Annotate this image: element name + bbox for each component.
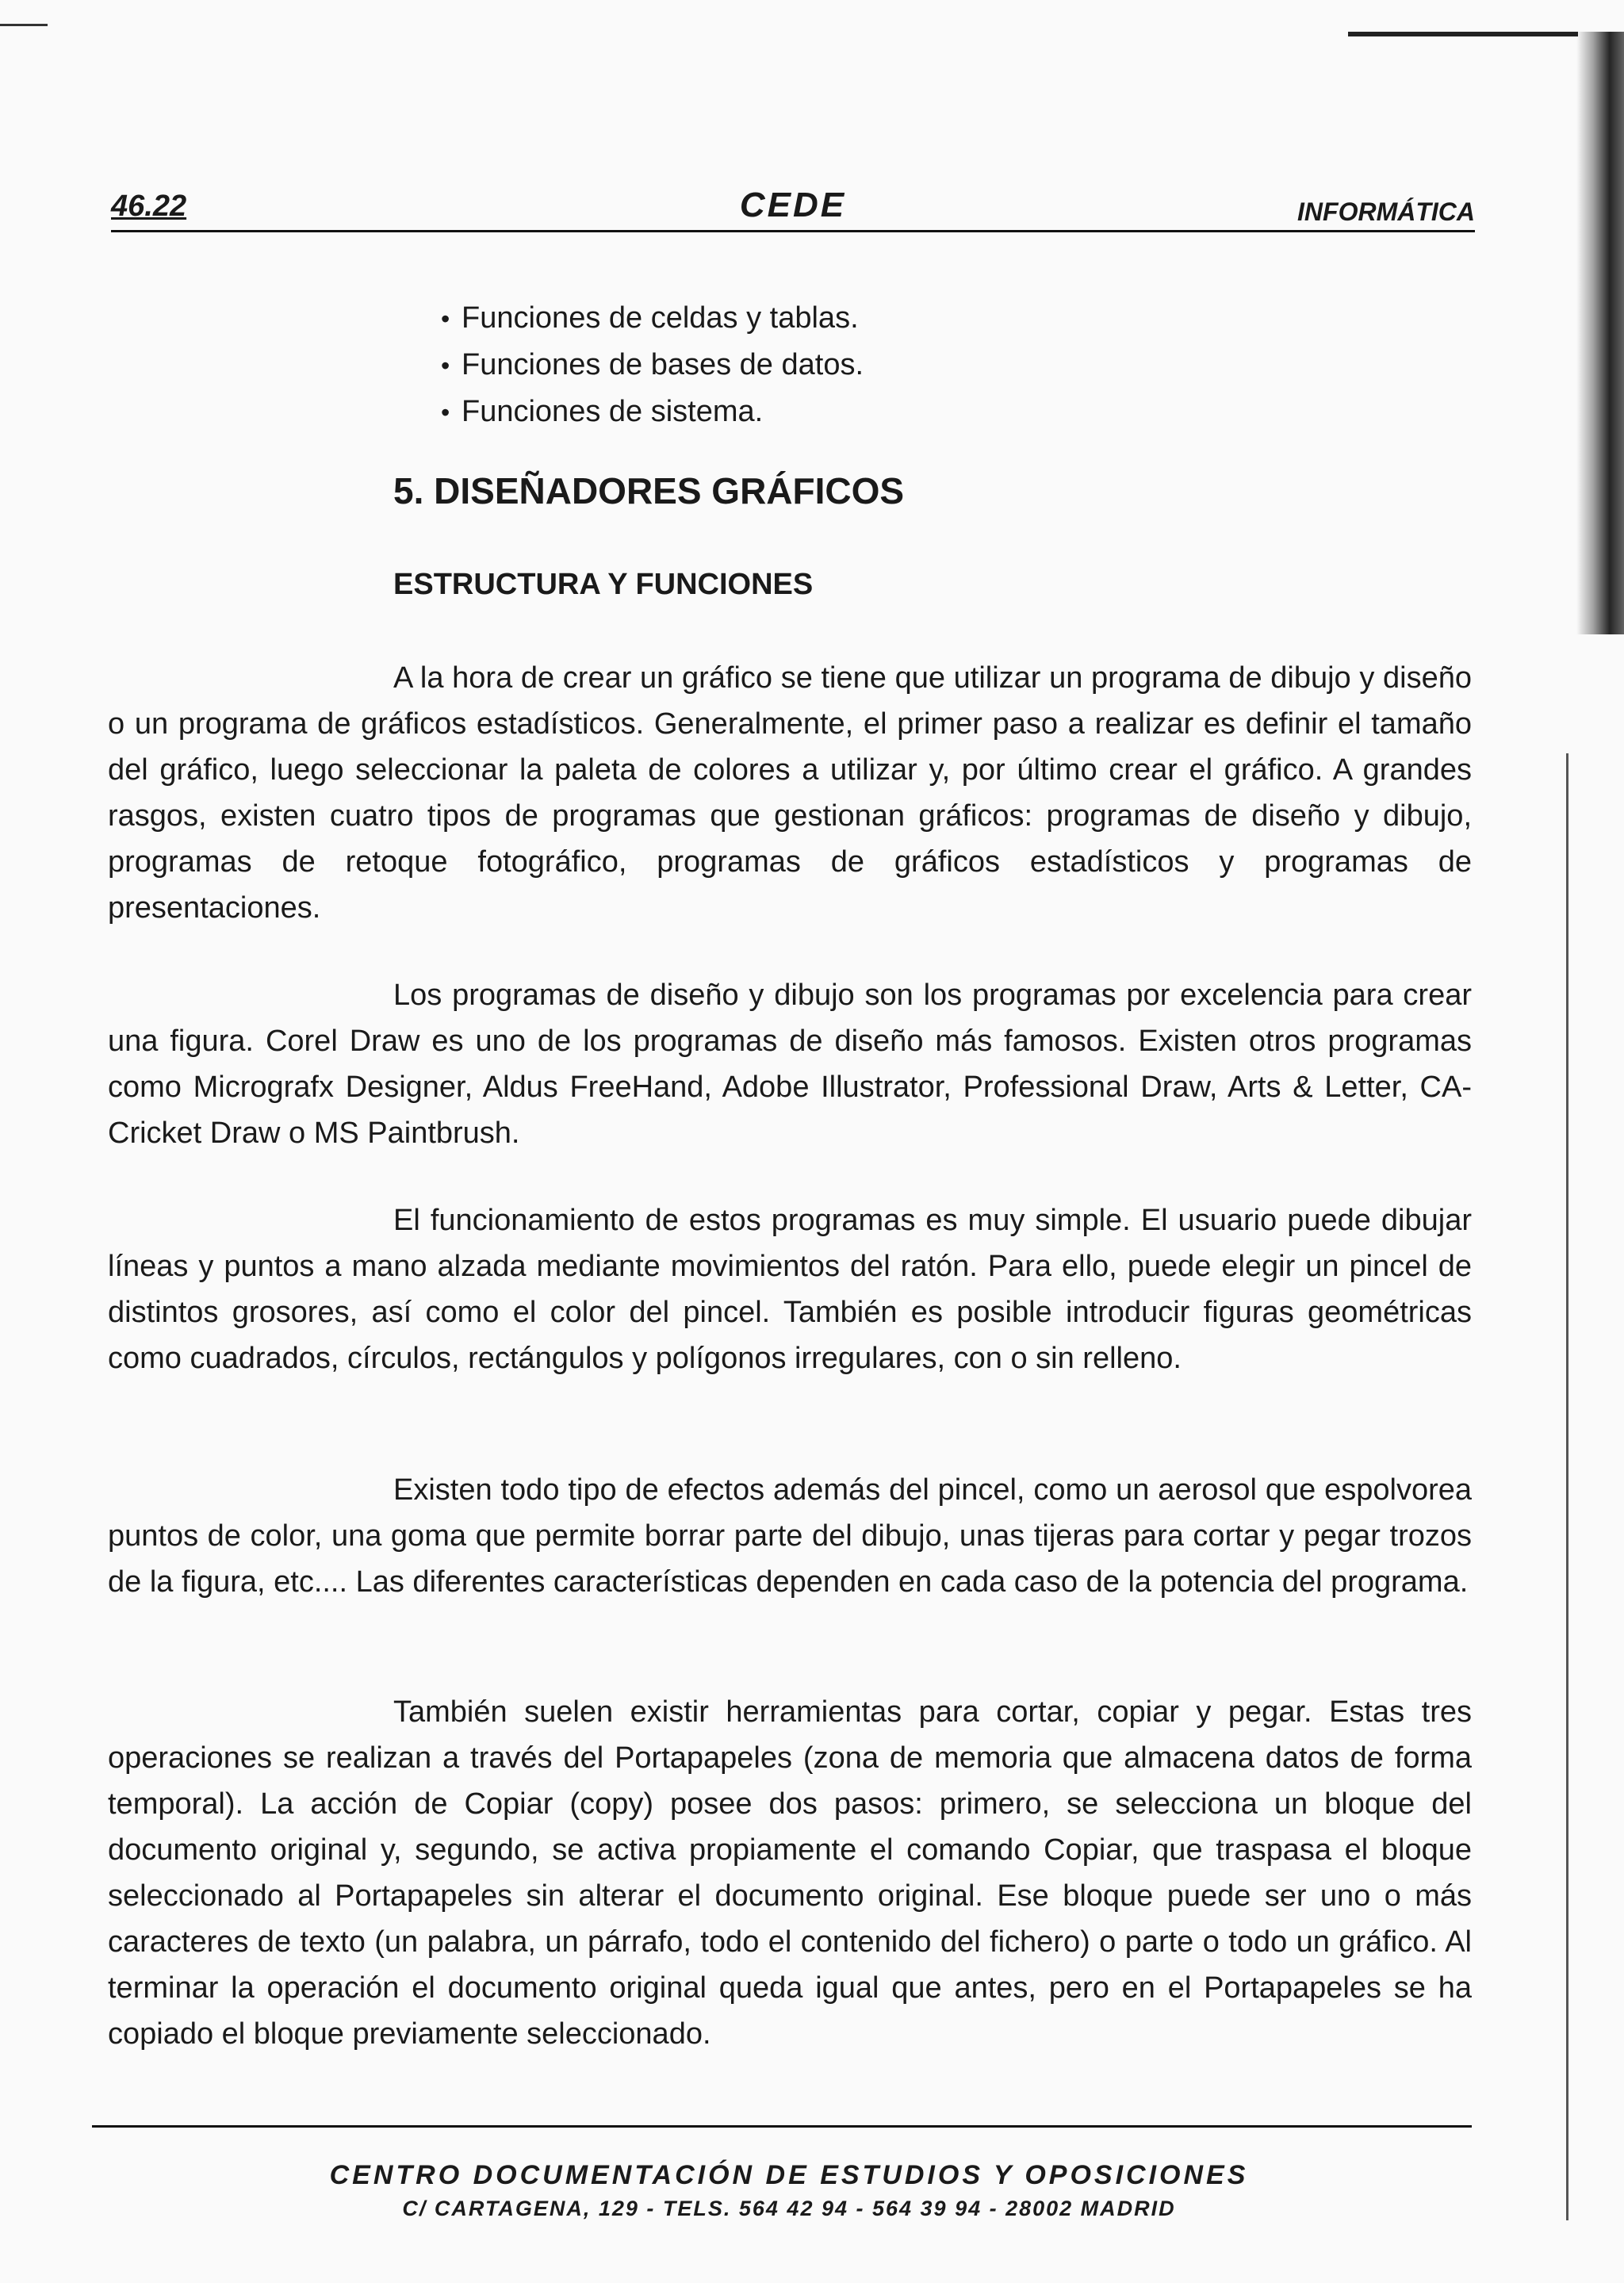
- brand-name: CEDE: [739, 186, 847, 224]
- function-list: [441, 295, 864, 435]
- page-number: 46.22: [111, 190, 187, 223]
- paragraph: Los programas de diseño y dibujo son los programas por excelencia para crear una figura. Corel Draw es uno de los programas de diseño más famosos. Existen otros programas como Micrografx Designer, Aldus FreeHand, Adobe Illustrator, Professional Draw, Arts & Letter, CA-Cricket Draw o MS Paintbrush.: [108, 979, 1472, 1150]
- section-title: 5. DISEÑADORES GRÁFICOS: [393, 470, 905, 511]
- page-header: [111, 182, 1475, 232]
- scan-artifact-edge: [1576, 32, 1624, 634]
- section-name: INFORMÁTICA: [1297, 197, 1475, 226]
- paragraph: También suelen existir herramientas para cortar, copiar y pegar. Estas tres operaciones se realizan a través del Portapapeles (zona de memoria que almacena datos de forma temporal). La acción de Copiar (copy) posee dos pasos: primero, se selecciona un bloque del documento original y, segundo, se activa propiamente el comando Copiar, que traspasa el bloque seleccionado al Portapapeles sin alterar el documento original. Ese bloque puede ser uno o más caracteres de texto (un palabra, un párrafo, todo el contenido del fichero) o parte o todo un gráfico. Al terminar la operación el documento original queda igual que antes, pero en el Portapapeles se ha copiado el bloque previamente seleccionado.: [108, 1695, 1472, 2051]
- subsection-title: ESTRUCTURA Y FUNCIONES: [393, 568, 814, 601]
- paragraph: A la hora de crear un gráfico se tiene que utilizar un programa de dibujo y diseño o un programa de gráficos estadísticos. Generalmente, el primer paso a realizar es definir el tamaño del gráfico, luego seleccionar la paleta de colores a utilizar y, por último crear el gráfico. A grandes rasgos, existen cuatro tipos de programas que gestionan gráficos: programas de diseño y dibujo, programas de retoque fotográfico, programas de gráficos estadísticos y programas de presentaciones.: [108, 661, 1472, 925]
- footer-divider: [92, 2125, 1472, 2128]
- list-item: • Funciones de celdas y tablas.: [441, 295, 864, 342]
- paragraph: Existen todo tipo de efectos además del pincel, como un aerosol que espolvorea puntos de color, una goma que permite borrar parte del dibujo, unas tijeras para cortar y pegar trozos de la figura, etc.... Las diferentes características dependen en cada caso de la potencia del programa.: [108, 1473, 1472, 1599]
- list-item: • Funciones de bases de datos.: [441, 342, 864, 389]
- scan-artifact-top: [0, 16, 1624, 127]
- list-item: • Funciones de sistema.: [441, 389, 864, 435]
- footer-address: C/ CARTAGENA, 129 - TELS. 564 42 94 - 564 39 94 - 28002 MADRID: [402, 2197, 1176, 2220]
- paragraph: El funcionamiento de estos programas es muy simple. El usuario puede dibujar líneas y puntos a mano alzada mediante movimientos del ratón. Para ello, puede elegir un pincel de distintos grosores, así como el color del pincel. También es posible introducir figuras geométricas como cuadrados, círculos, rectángulos y polígonos irregulares, con o sin relleno.: [108, 1204, 1472, 1375]
- scan-artifact-edge-line: [1566, 753, 1568, 2220]
- footer-organization: CENTRO DOCUMENTACIÓN DE ESTUDIOS Y OPOSICIONES: [329, 2160, 1249, 2190]
